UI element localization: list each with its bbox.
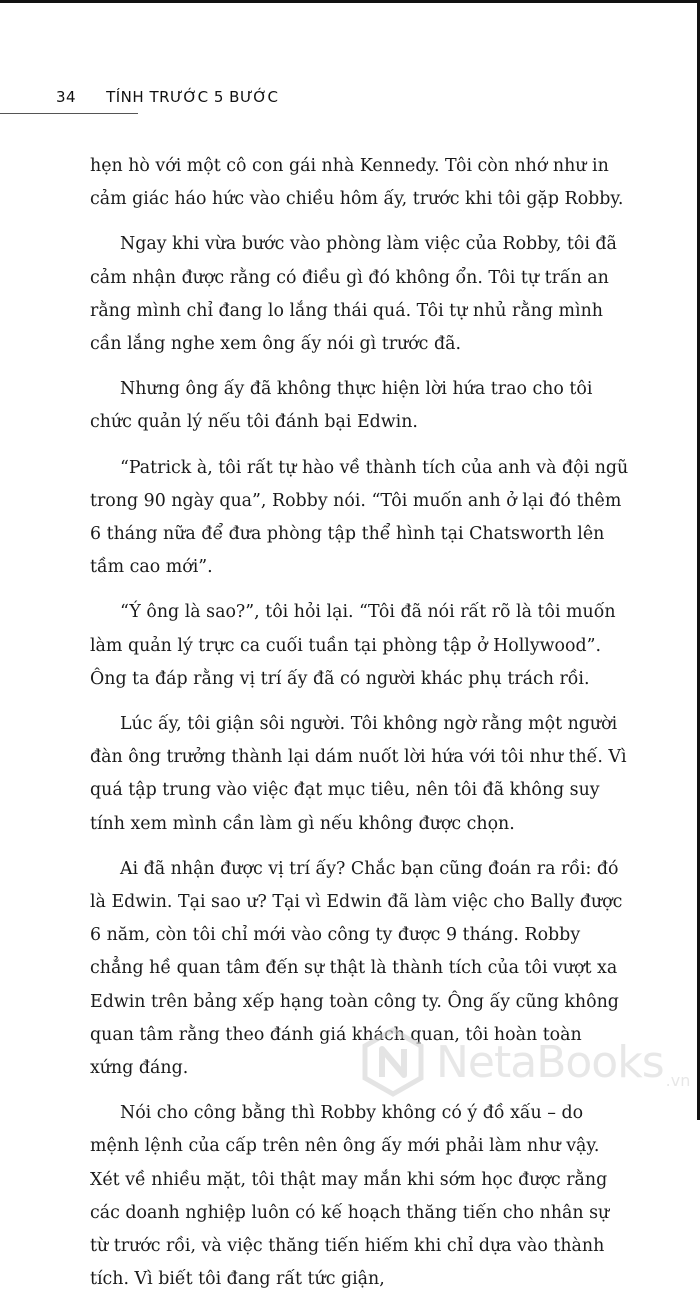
top-border xyxy=(0,0,700,3)
book-title: TÍNH TRƯỚC 5 BƯỚC xyxy=(106,88,279,106)
watermark-suffix: .vn xyxy=(665,1071,691,1090)
page-number: 34 xyxy=(56,88,77,106)
running-head xyxy=(56,88,278,106)
netabooks-logo-icon xyxy=(358,1027,428,1097)
watermark-brand: NetaBooks xyxy=(436,1036,664,1088)
paragraph: “Ý ông là sao?”, tôi hỏi lại. “Tôi đã nói rất rõ là tôi muốn làm quản lý trực ca cuối tuần tại phòng tập ở Hollywood”. Ông ta đáp rằng vị trí ấy đã có người khác phụ trách rồi. xyxy=(90,602,616,689)
page-body xyxy=(90,150,630,1309)
paragraph: Lúc ấy, tôi giận sôi người. Tôi không ngờ rằng một người đàn ông trưởng thành lại dám nuốt lời hứa với tôi như thế. Vì quá tập trung vào việc đạt mục tiêu, nên tôi đã không suy tính xem mình cần làm gì nếu không được chọn. xyxy=(90,714,627,834)
paragraph: Ngay khi vừa bước vào phòng làm việc của Robby, tôi đã cảm nhận được rằng có điều gì đó không ổn. Tôi tự trấn an rằng mình chỉ đang lo lắng thái quá. Tôi tự nhủ rằng mình cần lắng nghe xem ông ấy nói gì trước đã. xyxy=(90,234,617,355)
paragraph: hẹn hò với một cô con gái nhà Kennedy. Tôi còn nhớ như in cảm giác háo hức vào chiều hôm ấy, trước khi tôi gặp Robby. xyxy=(90,156,624,210)
header-rule xyxy=(0,113,138,114)
paragraph: “Patrick à, tôi rất tự hào về thành tích của anh và đội ngũ trong 90 ngày qua”, Robby nói. “Tôi muốn anh ở lại đó thêm 6 tháng nữa để đưa phòng tập thể hình tại Chatsworth lên tầm cao mới”. xyxy=(90,457,629,578)
paragraph: Ai đã nhận được vị trí ấy? Chắc bạn cũng đoán ra rồi: đó là Edwin. Tại sao ư? Tại vì Edwin đã làm việc cho Bally được 6 năm, còn tôi chỉ mới vào công ty được 9 tháng. Robby chẳng hề quan tâm đến sự thật là thành tích của tôi vượt xa Edwin trên bảng xếp hạng toàn công ty. Ông ấy cũng không quan tâm rằng theo đánh giá khách quan, tôi hoàn toàn xứng đáng. xyxy=(90,858,623,1079)
paragraph: Nhưng ông ấy đã không thực hiện lời hứa trao cho tôi chức quản lý nếu tôi đánh bại Edwin. xyxy=(90,379,593,433)
paragraph: Nói cho công bằng thì Robby không có ý đồ xấu – do mệnh lệnh của cấp trên nên ông ấy mới phải làm như vậy. Xét về nhiều mặt, tôi thật may mắn khi sớm học được rằng các doanh nghiệp luôn có kế hoạch thăng tiến cho nhân sự từ trước rồi, và việc thăng tiến hiếm khi chỉ dựa vào thành tích. Vì biết tôi đang rất tức giận, xyxy=(90,1103,610,1290)
watermark xyxy=(358,1020,698,1104)
